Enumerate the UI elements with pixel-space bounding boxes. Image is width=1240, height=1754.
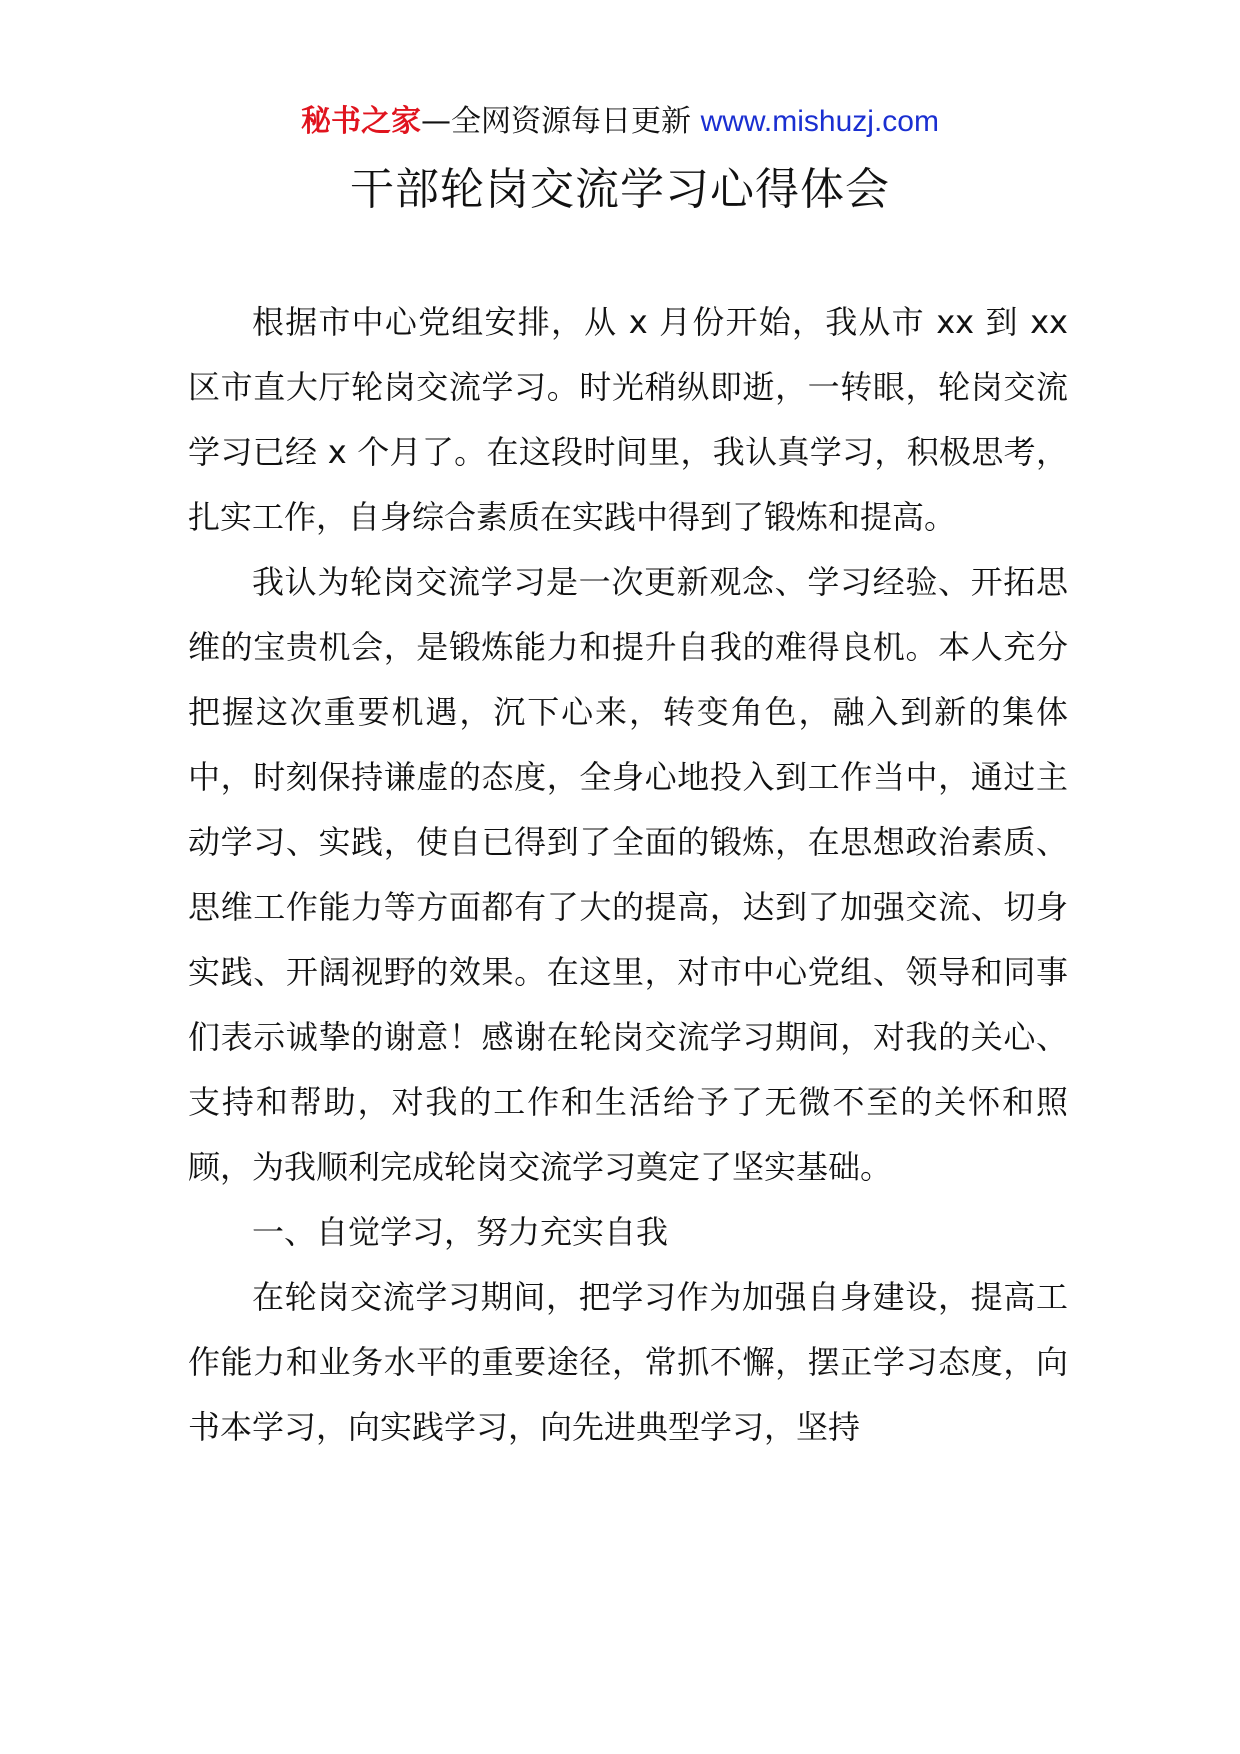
section-heading: 一、自觉学习，努力充实自我 — [252, 1213, 669, 1251]
body-paragraph: 我认为轮岗交流学习是一次更新观念、学习经验、开拓思维的宝贵机会，是锻炼能力和提升自我的难得良机。本人充分把握这次重要机遇，沉下心来，转变角色，融入到新的集体中，时刻保持谦虚的态度，全身心地投入到工作当中，通过主动学习、实践，使自已得到了全面的锻炼，在思想政治素质、思维工作能力等方面都有了大的提高，达到了加强交流、切身实践、开阔视野的效果。在这里，对市中心党组、领导和同事们表示诚挚的谢意！感谢在轮岗交流学习期间，对我的关心、支持和帮助，对我的工作和生活给予了无微不至的关怀和照顾，为我顺利完成轮岗交流学习奠定了坚实基础。 — [188, 563, 1068, 1186]
site-header — [0, 100, 1240, 144]
brand-name: 秘书之家 — [301, 104, 422, 139]
header-slogan: —全网资源每日更新 — [421, 104, 692, 139]
body-paragraph: 根据市中心党组安排，从 x 月份开始，我从市 xx 到 xx 区市直大厅轮岗交流学习。时光稍纵即逝，一转眼，轮岗交流学习已经 x 个月了。在这段时间里，我认真学习，积极思考，扎实工作，自身综合素质在实践中得到了锻炼和提高。 — [188, 303, 1068, 536]
site-url-link[interactable]: www.mishuzj.com — [700, 105, 939, 138]
document-body — [188, 290, 1068, 1460]
document-title: 干部轮岗交流学习心得体会 — [350, 164, 890, 215]
body-paragraph: 在轮岗交流学习期间，把学习作为加强自身建设，提高工作能力和业务水平的重要途径，常抓不懈，摆正学习态度，向书本学习，向实践学习，向先进典型学习，坚持 — [188, 1278, 1068, 1446]
